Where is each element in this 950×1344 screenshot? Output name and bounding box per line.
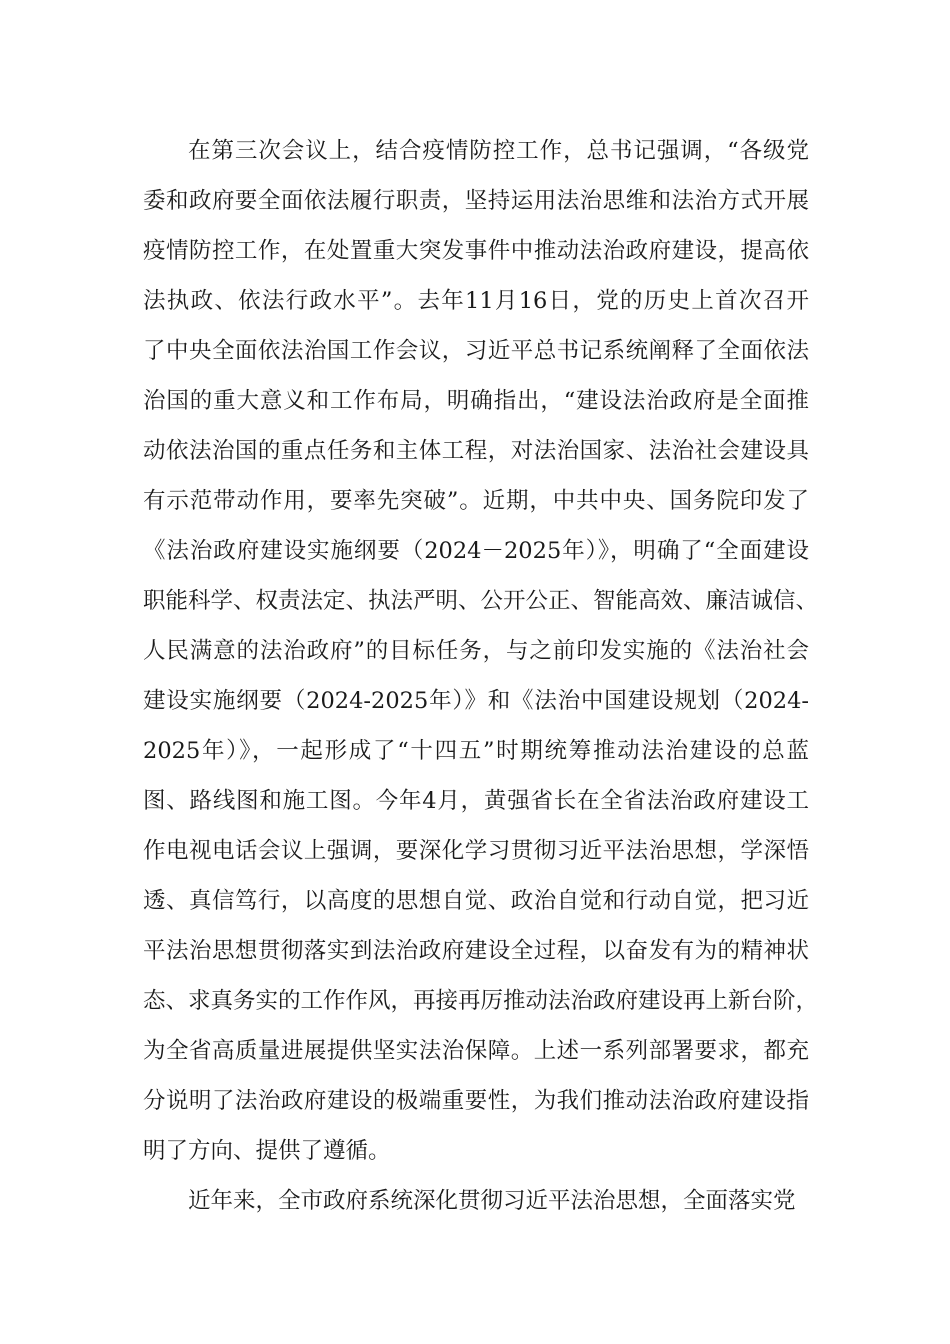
paragraph-1-line-17: 平法治思想贯彻落实到法治政府建设全过程，以奋发有为的精神状 [143, 938, 809, 964]
document-body [143, 126, 819, 1226]
paragraph-1-line-12: 建设实施纲要（2024-2025年）》和《法治中国建设规划（2024- [143, 688, 809, 714]
paragraph-1-line-20: 分说明了法治政府建设的极端重要性，为我们推动法治政府建设指 [143, 1088, 809, 1114]
paragraph-1-line-16: 透、真信笃行，以高度的思想自觉、政治自觉和行动自觉，把习近 [143, 888, 809, 914]
paragraph-1-line-3: 疫情防控工作，在处置重大突发事件中推动法治政府建设，提高依 [143, 238, 809, 264]
paragraph-1-line-4: 法执政、依法行政水平”。去年11月16日，党的历史上首次召开 [143, 288, 809, 314]
paragraph-1-line-2: 委和政府要全面依法履行职责，坚持运用法治思维和法治方式开展 [143, 188, 809, 214]
paragraph-1-line-21: 明了方向、提供了遵循。 [143, 1138, 391, 1164]
paragraph-1-line-19: 为全省高质量进展提供坚实法治保障。上述一系列部署要求，都充 [143, 1038, 809, 1064]
paragraph-1-line-14: 图、路线图和施工图。今年4月，黄强省长在全省法治政府建设工 [143, 788, 809, 814]
paragraph-1-line-13: 2025年）》，一起形成了“十四五”时期统筹推动法治建设的总蓝 [143, 738, 809, 764]
paragraph-1-line-8: 有示范带动作用，要率先突破”。近期，中共中央、国务院印发了 [143, 488, 809, 514]
paragraph-1-line-7: 动依法治国的重点任务和主体工程，对法治国家、法治社会建设具 [143, 438, 809, 464]
paragraph-1-line-18: 态、求真务实的工作作风，再接再厉推动法治政府建设再上新台阶， [143, 988, 819, 1014]
paragraph-1-line-6: 治国的重大意义和工作布局，明确指出，“建设法治政府是全面推 [143, 388, 809, 414]
paragraph-1-line-5: 了中央全面依法治国工作会议，习近平总书记系统阐释了全面依法 [143, 338, 809, 364]
paragraph-1-line-9: 《法治政府建设实施纲要（2024－2025年）》，明确了“全面建设 [143, 538, 809, 564]
paragraph-1-line-15: 作电视电话会议上强调，要深化学习贯彻习近平法治思想，学深悟 [143, 838, 809, 864]
paragraph-1-line-11: 人民满意的法治政府”的目标任务，与之前印发实施的《法治社会 [143, 638, 809, 664]
paragraph-2-line-1: 近年来，全市政府系统深化贯彻习近平法治思想，全面落实党 [188, 1188, 796, 1214]
paragraph-1-line-10: 职能科学、权责法定、执法严明、公开公正、智能高效、廉洁诚信、 [143, 588, 819, 614]
paragraph-1-line-1: 在第三次会议上，结合疫情防控工作，总书记强调，“各级党 [188, 138, 809, 164]
